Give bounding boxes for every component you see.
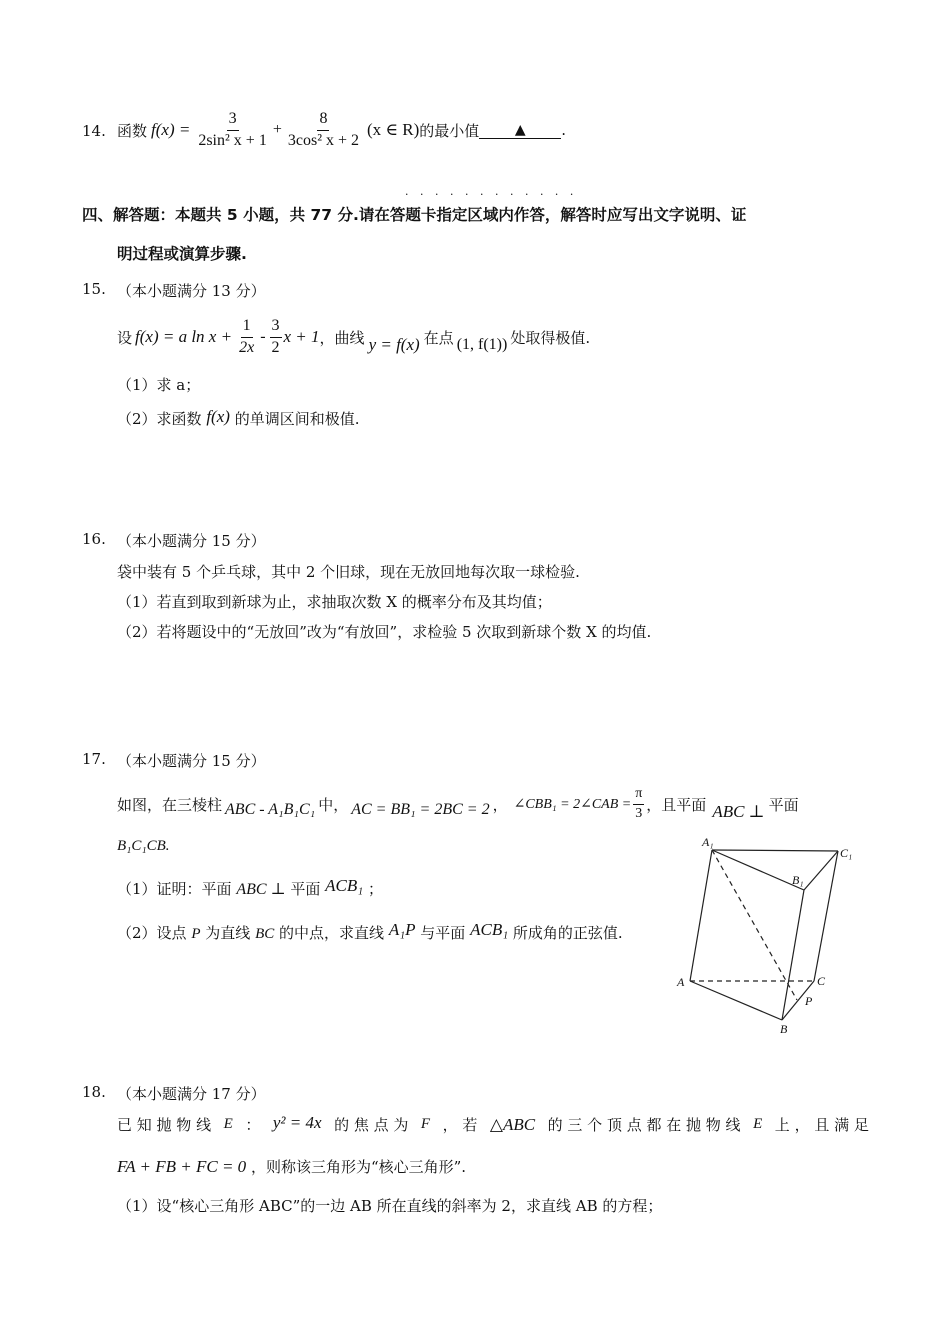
q17-prism-figure — [672, 830, 872, 1040]
q18-l1d: 的 三 个 顶 点 都 在 抛 物 线 — [547, 1116, 741, 1134]
q15-part2 — [117, 408, 359, 429]
q17-and: ，且平面 — [646, 795, 707, 814]
label-B1: B₁ — [792, 873, 804, 887]
section-heading-line2: 明过程或演算步骤. — [117, 245, 247, 263]
q17-intro: 如图，在三棱柱 — [117, 795, 223, 814]
label-B: B — [780, 1022, 788, 1036]
q17-part2-i: 所成角的正弦值. — [512, 924, 623, 942]
q18-equation: y² = 4x — [272, 1112, 322, 1132]
q17-pi-num: π — [633, 786, 644, 804]
edge-A1B1 — [712, 850, 804, 890]
q14-frac2-den: 3cos² x + 2 — [287, 131, 360, 149]
q14-stem — [117, 104, 566, 156]
q15-fx: f(x) = a ln x + — [135, 327, 233, 346]
q18-header: （本小题满分 17 分） — [117, 1085, 266, 1103]
q18-colon: ： — [245, 1116, 261, 1134]
q17-header: （本小题满分 15 分） — [117, 752, 266, 770]
q17-part2-d: BC — [255, 926, 275, 942]
q17-part1-a: （1）证明：平面 — [117, 880, 232, 898]
edge-AB — [690, 981, 782, 1020]
q17-part1-e: ； — [367, 880, 383, 898]
q17-plane-word: 平面 — [768, 795, 799, 814]
q18-l1c: ， 若 — [442, 1116, 478, 1134]
q14-fraction-2 — [286, 110, 361, 150]
q17-plane1: ABC ⊥ — [712, 802, 765, 821]
q14-fraction-1 — [196, 110, 269, 150]
q17-plane2: B₁C₁CB. — [117, 838, 170, 854]
q17-angle: ∠CBB₁ = 2∠CAB = — [513, 796, 632, 812]
q16-part1: （1）若直到取到新球为止，求抽取次数 X 的概率分布及其均值； — [117, 593, 552, 611]
q17-part1-b: ABC ⊥ — [236, 881, 286, 898]
label-A1: A₁ — [702, 835, 714, 849]
q15-mid: ，曲线 — [319, 328, 365, 347]
q17-part2-c: 为直线 — [205, 924, 251, 942]
q15-stem — [117, 312, 590, 362]
q15-frac-2 — [270, 317, 282, 357]
q17-pi-fraction — [633, 786, 644, 821]
q18-F: F — [420, 1116, 431, 1132]
q17-part2-h: ACB₁ — [470, 920, 509, 939]
q14-answer-blank[interactable]: ▲ — [479, 122, 561, 139]
q14-domain: (x ∈ R) — [367, 120, 420, 139]
q15-at: 在点 — [423, 328, 454, 347]
q18-vector-sum: FA + FB + FC = 0 — [117, 1157, 247, 1176]
q17-part1 — [117, 878, 383, 899]
section-heading-line1: 四、解答题：本题共 5 小题，共 77 分.请在答题卡指定区域内作答，解答时应写出文字说明、证 — [82, 206, 747, 224]
q15-part1: （1）求 a； — [117, 376, 201, 394]
q16-header: （本小题满分 15 分） — [117, 532, 266, 550]
q15-point: (1, f(1)) — [456, 336, 508, 353]
q17-part1-c: 平面 — [290, 880, 321, 898]
q14-prefix: 函数 — [117, 121, 148, 140]
q17-stem-line1 — [117, 784, 799, 824]
q18-l2: ，则称该三角形为“核心三角形”. — [250, 1158, 467, 1176]
edge-AA1 — [690, 850, 712, 981]
edge-BB1 — [782, 890, 804, 1020]
q15-tail: x + 1 — [283, 327, 320, 346]
label-P: P — [805, 994, 813, 1008]
q18-triangle: △ABC — [489, 1114, 536, 1134]
q17-number: 17. — [82, 750, 106, 768]
q16-number: 16. — [82, 530, 106, 548]
q17-part2-a: （2）设点 — [117, 924, 187, 942]
edge-A1C1 — [712, 850, 838, 851]
label-C: C — [817, 974, 826, 988]
q17-in: 中， — [318, 795, 349, 814]
q18-E: E — [223, 1116, 233, 1132]
q17-part2-e: 的中点，求直线 — [279, 924, 385, 942]
q15-minus: - — [260, 328, 266, 345]
q17-part2 — [117, 922, 623, 943]
q15-header: （本小题满分 13 分） — [117, 282, 266, 300]
q15-set: 设 — [117, 328, 133, 347]
emphasis-dots: · · · · · · · · · · · · — [405, 188, 578, 201]
q15-frac1-den: 2x — [239, 338, 255, 356]
q17-part2-g: 与平面 — [420, 924, 466, 942]
q15-part2-fx: f(x) — [206, 407, 230, 426]
q17-eq1: AC = BB₁ = 2BC = 2 — [351, 801, 490, 818]
edge-CC1 — [814, 851, 838, 981]
q18-number: 18. — [82, 1083, 106, 1101]
q17-prism: ABC - A₁B₁C₁ — [225, 801, 316, 818]
q18-l1b: 的 焦 点 为 — [334, 1116, 409, 1134]
q18-l1e: 上 ， 且 满 足 — [774, 1116, 869, 1134]
q15-frac1-num: 1 — [241, 317, 253, 337]
edge-B1C1 — [804, 851, 838, 890]
q14-period: . — [561, 121, 567, 139]
q18-stem-line1 — [117, 1114, 869, 1135]
q17-part2-f: A₁P — [388, 920, 416, 939]
segment-A1P-hidden — [712, 850, 797, 1000]
q17-part2-b: P — [191, 926, 201, 942]
q15-frac-1 — [237, 317, 256, 357]
q14-frac1-num: 3 — [227, 110, 239, 130]
q17-pi-den: 3 — [635, 805, 643, 821]
q15-part2-b: 的单调区间和极值. — [234, 410, 360, 428]
q18-stem-line2 — [117, 1156, 466, 1177]
label-C1: C₁ — [840, 846, 853, 860]
q14-fx: f(x) = — [151, 120, 191, 139]
q18-part1: （1）设“核心三角形 ABC”的一边 AB 所在直线的斜率为 2，求直线 AB 的方程； — [117, 1197, 663, 1215]
q15-end: 处取得极值. — [510, 328, 591, 347]
q15-number: 15. — [82, 280, 106, 298]
q16-part2: （2）若将题设中的“无放回”改为“有放回”，求检验 5 次取到新球个数 X 的均值. — [117, 623, 652, 641]
q14-suffix: 的最小值 — [419, 121, 480, 140]
q16-body: 袋中装有 5 个乒乓球，其中 2 个旧球，现在无放回地每次取一球检验. — [117, 563, 580, 581]
q18-l1a: 已 知 抛 物 线 — [117, 1116, 212, 1134]
q15-frac2-den: 2 — [271, 338, 280, 356]
q14-frac2-num: 8 — [317, 110, 329, 130]
q14-frac1-den: 2sin² x + 1 — [198, 131, 267, 149]
label-A: A — [677, 975, 685, 989]
q17-part1-d: ACB₁ — [325, 876, 364, 895]
q15-part2-a: （2）求函数 — [117, 410, 202, 428]
q15-frac2-num: 3 — [270, 317, 282, 337]
q15-curve: y = f(x) — [368, 335, 420, 354]
q18-E2: E — [753, 1116, 763, 1132]
q17-comma: ， — [492, 795, 508, 814]
q14-number: 14. — [82, 122, 106, 140]
q14-plus: + — [272, 121, 282, 138]
